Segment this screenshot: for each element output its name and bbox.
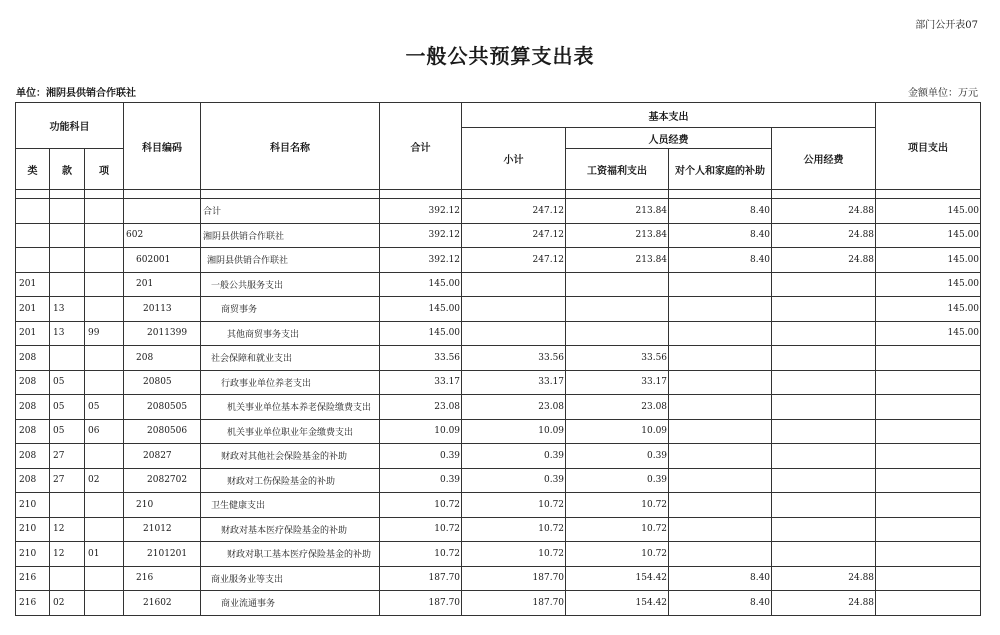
cell-wages [566,321,669,346]
cell-xiang: 05 [85,395,124,420]
cell-xiang [85,297,124,322]
cell-kuan: 27 [50,444,85,469]
cell-total: 10.72 [380,517,462,542]
table-row [16,346,981,371]
cell-kuan: 13 [50,297,85,322]
cell-code: 21012 [124,517,201,542]
cell-wages: 33.17 [566,370,669,395]
cell-total: 0.39 [380,444,462,469]
table-row [16,444,981,469]
cell-project [876,419,981,444]
cell-lei [16,223,50,248]
header-kuan: 款 [50,149,85,190]
cell-wages: 33.56 [566,346,669,371]
cell-name: 湘阴县供销合作联社 [201,223,380,248]
table-row [16,370,981,395]
cell-wages: 10.72 [566,517,669,542]
cell-public-funds [772,468,876,493]
cell-subtotal: 33.56 [462,346,566,371]
cell-xiang [85,272,124,297]
table-row [16,272,981,297]
amount-unit: 金额单位：万元 [908,88,978,99]
cell-kuan: 27 [50,468,85,493]
cell-subsidy [669,297,772,322]
cell-kuan: 02 [50,591,85,616]
cell-lei: 210 [16,517,50,542]
cell-subsidy: 8.40 [669,248,772,273]
cell-kuan [50,566,85,591]
cell-name: 机关事业单位基本养老保险缴费支出 [201,395,380,420]
cell-total: 392.12 [380,199,462,224]
cell-lei: 210 [16,493,50,518]
cell-xiang [85,591,124,616]
table-row [16,566,981,591]
cell-kuan: 12 [50,542,85,567]
table-row [16,297,981,322]
cell-name: 财政对工伤保险基金的补助 [201,468,380,493]
cell-xiang [85,517,124,542]
cell-name: 湘阴县供销合作联社 [201,248,380,273]
department-unit: 单位：湘阴县供销合作联社 [16,88,136,99]
cell-subtotal: 23.08 [462,395,566,420]
header-personnel: 人员经费 [566,128,772,149]
cell-kuan [50,346,85,371]
table-row [16,542,981,567]
cell-wages: 10.72 [566,493,669,518]
cell-project: 145.00 [876,248,981,273]
cell-wages: 154.42 [566,591,669,616]
cell-code: 20805 [124,370,201,395]
cell-code: 208 [124,346,201,371]
cell-subsidy [669,493,772,518]
cell-xiang: 02 [85,468,124,493]
cell-total: 10.09 [380,419,462,444]
cell-subsidy: 8.40 [669,223,772,248]
header-project-expense: 项目支出 [876,103,981,190]
cell-code: 2082702 [124,468,201,493]
cell-project [876,444,981,469]
cell-kuan: 05 [50,395,85,420]
cell-subsidy: 8.40 [669,591,772,616]
cell-code: 20827 [124,444,201,469]
cell-project: 145.00 [876,199,981,224]
cell-lei: 208 [16,444,50,469]
cell-total: 187.70 [380,566,462,591]
cell-code: 602001 [124,248,201,273]
cell-lei: 208 [16,395,50,420]
cell-subsidy: 8.40 [669,199,772,224]
header-total: 合计 [380,103,462,190]
cell-subsidy [669,321,772,346]
cell-lei: 216 [16,566,50,591]
cell-public-funds [772,493,876,518]
cell-wages: 213.84 [566,248,669,273]
cell-project [876,346,981,371]
cell-project: 145.00 [876,297,981,322]
cell-wages: 213.84 [566,223,669,248]
cell-name: 行政事业单位养老支出 [201,370,380,395]
cell-wages: 10.09 [566,419,669,444]
cell-code: 2101201 [124,542,201,567]
cell-subtotal: 247.12 [462,223,566,248]
cell-xiang [85,248,124,273]
cell-public-funds [772,517,876,542]
header-subject-code: 科目编码 [124,103,201,190]
cell-project: 145.00 [876,223,981,248]
header-basic-expense: 基本支出 [462,103,876,128]
header-func-subject: 功能科目 [16,103,124,149]
cell-project [876,591,981,616]
cell-code: 201 [124,272,201,297]
cell-subsidy [669,272,772,297]
cell-xiang: 99 [85,321,124,346]
cell-project: 145.00 [876,272,981,297]
cell-wages: 213.84 [566,199,669,224]
cell-wages: 0.39 [566,444,669,469]
cell-total: 10.72 [380,493,462,518]
cell-xiang [85,566,124,591]
cell-lei: 201 [16,297,50,322]
table-row [16,591,981,616]
cell-subtotal: 10.09 [462,419,566,444]
cell-lei [16,248,50,273]
cell-lei: 210 [16,542,50,567]
cell-public-funds [772,370,876,395]
cell-subtotal: 0.39 [462,444,566,469]
cell-kuan [50,248,85,273]
cell-subtotal: 10.72 [462,517,566,542]
cell-lei: 208 [16,468,50,493]
cell-code: 216 [124,566,201,591]
cell-lei: 216 [16,591,50,616]
cell-public-funds [772,321,876,346]
cell-public-funds: 24.88 [772,199,876,224]
cell-code [124,199,201,224]
table-row [16,248,981,273]
header-subsidy: 对个人和家庭的补助 [669,149,772,190]
cell-subsidy [669,370,772,395]
cell-total: 145.00 [380,297,462,322]
cell-lei: 201 [16,321,50,346]
cell-wages: 10.72 [566,542,669,567]
cell-name: 合计 [201,199,380,224]
cell-project [876,468,981,493]
cell-subtotal [462,321,566,346]
cell-lei: 201 [16,272,50,297]
cell-subtotal: 247.12 [462,248,566,273]
cell-kuan: 05 [50,370,85,395]
cell-subtotal: 187.70 [462,591,566,616]
cell-subsidy [669,444,772,469]
table-row [16,493,981,518]
cell-subtotal: 0.39 [462,468,566,493]
cell-public-funds [772,297,876,322]
cell-name: 一般公共服务支出 [201,272,380,297]
cell-project: 145.00 [876,321,981,346]
page-title: 一般公共预算支出表 [405,44,595,68]
cell-total: 145.00 [380,321,462,346]
cell-public-funds [772,346,876,371]
cell-subtotal: 33.17 [462,370,566,395]
cell-subtotal: 10.72 [462,493,566,518]
cell-public-funds [772,419,876,444]
cell-total: 33.17 [380,370,462,395]
cell-subsidy [669,346,772,371]
cell-total: 10.72 [380,542,462,567]
cell-kuan: 05 [50,419,85,444]
cell-code: 2080506 [124,419,201,444]
cell-name: 财政对职工基本医疗保险基金的补助 [201,542,380,567]
cell-code: 2011399 [124,321,201,346]
cell-name: 卫生健康支出 [201,493,380,518]
cell-name: 商业服务业等支出 [201,566,380,591]
cell-subtotal [462,297,566,322]
cell-name: 商业流通事务 [201,591,380,616]
header-wages: 工资福利支出 [566,149,669,190]
cell-public-funds: 24.88 [772,223,876,248]
cell-kuan [50,272,85,297]
cell-total: 145.00 [380,272,462,297]
cell-kuan [50,493,85,518]
cell-public-funds [772,272,876,297]
header-public-funds: 公用经费 [772,128,876,190]
cell-name: 机关事业单位职业年金缴费支出 [201,419,380,444]
cell-wages: 23.08 [566,395,669,420]
cell-code: 602 [124,223,201,248]
cell-public-funds: 24.88 [772,566,876,591]
cell-subsidy [669,468,772,493]
cell-project [876,370,981,395]
cell-public-funds: 24.88 [772,591,876,616]
table-row [16,223,981,248]
cell-subtotal: 10.72 [462,542,566,567]
cell-project [876,566,981,591]
cell-xiang [85,199,124,224]
cell-project [876,517,981,542]
table-body [16,199,981,616]
cell-kuan [50,223,85,248]
cell-total: 187.70 [380,591,462,616]
cell-wages [566,297,669,322]
budget-expenditure-table [15,102,981,616]
cell-kuan [50,199,85,224]
cell-code: 21602 [124,591,201,616]
header-lei: 类 [16,149,50,190]
cell-xiang [85,493,124,518]
cell-kuan: 12 [50,517,85,542]
cell-xiang: 01 [85,542,124,567]
cell-wages: 0.39 [566,468,669,493]
table-row [16,321,981,346]
cell-lei: 208 [16,419,50,444]
cell-total: 0.39 [380,468,462,493]
cell-public-funds: 24.88 [772,248,876,273]
table-row [16,419,981,444]
cell-subsidy: 8.40 [669,566,772,591]
cell-project [876,493,981,518]
cell-wages [566,272,669,297]
form-number: 部门公开表07 [915,20,978,31]
cell-subsidy [669,517,772,542]
cell-xiang [85,444,124,469]
header-xiang: 项 [85,149,124,190]
cell-public-funds [772,444,876,469]
cell-total: 23.08 [380,395,462,420]
cell-code: 210 [124,493,201,518]
cell-lei [16,199,50,224]
table-row [16,199,981,224]
cell-project [876,395,981,420]
cell-subtotal: 187.70 [462,566,566,591]
cell-xiang [85,346,124,371]
cell-code: 2080505 [124,395,201,420]
cell-lei: 208 [16,370,50,395]
cell-code: 20113 [124,297,201,322]
table-row [16,395,981,420]
cell-subsidy [669,542,772,567]
cell-subsidy [669,395,772,420]
cell-name: 其他商贸事务支出 [201,321,380,346]
cell-public-funds [772,542,876,567]
cell-public-funds [772,395,876,420]
cell-name: 商贸事务 [201,297,380,322]
cell-xiang: 06 [85,419,124,444]
cell-xiang [85,223,124,248]
table-row [16,468,981,493]
cell-total: 33.56 [380,346,462,371]
cell-total: 392.12 [380,248,462,273]
cell-lei: 208 [16,346,50,371]
table-row [16,517,981,542]
cell-total: 392.12 [380,223,462,248]
cell-subtotal: 247.12 [462,199,566,224]
cell-wages: 154.42 [566,566,669,591]
header-subtotal: 小计 [462,128,566,190]
cell-xiang [85,370,124,395]
cell-project [876,542,981,567]
cell-kuan: 13 [50,321,85,346]
cell-name: 社会保障和就业支出 [201,346,380,371]
header-spacer-row [16,190,981,199]
cell-subtotal [462,272,566,297]
cell-name: 财政对基本医疗保险基金的补助 [201,517,380,542]
cell-subsidy [669,419,772,444]
cell-name: 财政对其他社会保险基金的补助 [201,444,380,469]
header-subject-name: 科目名称 [201,103,380,190]
